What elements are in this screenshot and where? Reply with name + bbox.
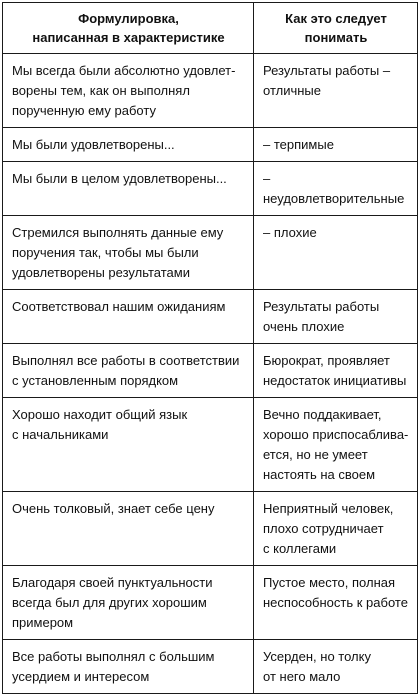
table-row <box>3 216 418 290</box>
table-row <box>3 128 418 162</box>
meaning-text: – неудовлетворительные <box>263 171 405 206</box>
wording-text: Хорошо находит общий язык с начальниками <box>12 407 188 442</box>
table-row <box>3 640 418 694</box>
meaning-cell <box>254 492 418 566</box>
meaning-cell <box>254 162 418 216</box>
interpretation-table <box>2 2 418 694</box>
meaning-cell <box>254 128 418 162</box>
meaning-cell <box>254 566 418 640</box>
meaning-cell <box>254 640 418 694</box>
wording-text: Выполнял все работы в соответствии с установленным порядком <box>12 353 240 388</box>
meaning-text: Результаты работы – отличные <box>263 63 391 98</box>
meaning-cell <box>254 54 418 128</box>
wording-text: Очень толковый, знает себе цену <box>12 501 215 516</box>
meaning-text: Результаты работы очень плохие <box>263 299 380 334</box>
meaning-cell <box>254 398 418 492</box>
meaning-text: – плохие <box>263 225 317 240</box>
wording-text: Мы были удовлетворены... <box>12 137 175 152</box>
meaning-cell <box>254 344 418 398</box>
table-row <box>3 566 418 640</box>
wording-text: Все работы выполнял с большим усердием и интересом <box>12 649 215 684</box>
table-row <box>3 54 418 128</box>
header-wording <box>3 3 254 54</box>
meaning-text: Бюрократ, проявляет недостаток инициативы <box>263 353 407 388</box>
wording-cell <box>3 398 254 492</box>
header-wording-line-1: Формулировка, <box>78 11 179 26</box>
table-header-row <box>3 3 418 54</box>
wording-text: Благодаря своей пунктуальности всегда был для других хорошим примером <box>12 575 213 630</box>
table-row <box>3 398 418 492</box>
meaning-text: Неприятный человек, плохо сотрудничает с коллегами <box>263 501 394 556</box>
table-row <box>3 290 418 344</box>
wording-cell <box>3 640 254 694</box>
wording-cell <box>3 162 254 216</box>
wording-text: Мы всегда были абсолютно удовлет- ворены тем, как он выполнял порученную ему работу <box>12 63 236 118</box>
meaning-text: Вечно поддакивает, хорошо приспосаблива- ется, но не умеет настоять на своем <box>263 407 409 482</box>
header-meaning-line-1: Как это следует <box>285 11 387 26</box>
wording-cell <box>3 128 254 162</box>
wording-cell <box>3 566 254 640</box>
wording-text: Мы были в целом удовлетворены... <box>12 171 227 186</box>
meaning-text: Пустое место, полная неспособность к работе <box>263 575 408 610</box>
meaning-text: Усерден, но толку от него мало <box>263 649 371 684</box>
header-meaning <box>254 3 418 54</box>
header-wording-line-2: написанная в характеристике <box>32 30 225 45</box>
table-row <box>3 344 418 398</box>
wording-cell <box>3 216 254 290</box>
wording-cell <box>3 290 254 344</box>
wording-cell <box>3 492 254 566</box>
wording-cell <box>3 54 254 128</box>
table-row <box>3 162 418 216</box>
wording-text: Стремился выполнять данные ему поручения так, чтобы мы были удовлетворены результатами <box>12 225 224 280</box>
wording-cell <box>3 344 254 398</box>
wording-text: Соответствовал нашим ожиданиям <box>12 299 226 314</box>
meaning-cell <box>254 216 418 290</box>
meaning-text: – терпимые <box>263 137 334 152</box>
meaning-cell <box>254 290 418 344</box>
table-row <box>3 492 418 566</box>
header-meaning-line-2: понимать <box>304 30 368 45</box>
